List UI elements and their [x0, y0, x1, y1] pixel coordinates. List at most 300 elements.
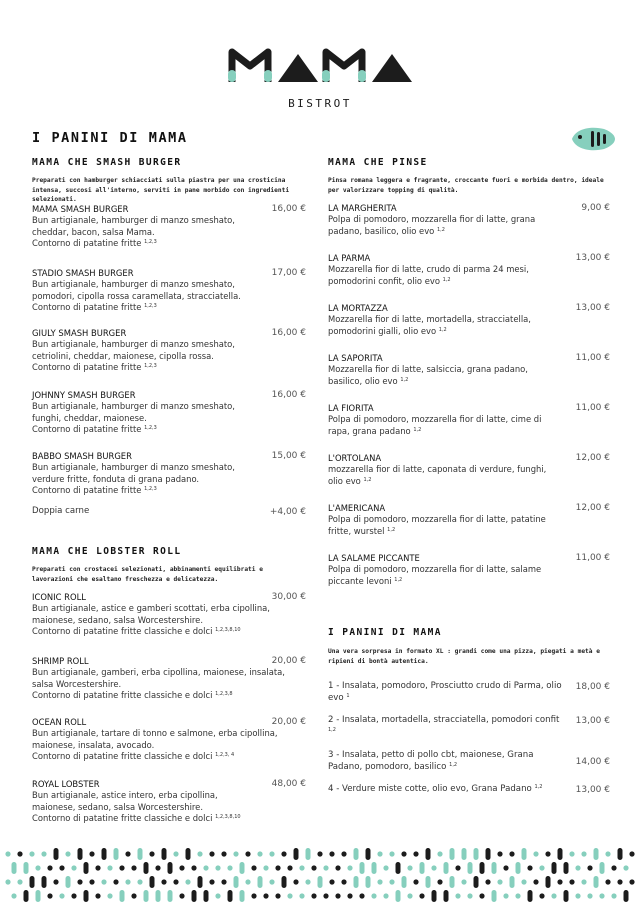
pattern-dot — [95, 865, 100, 870]
pattern-dot — [533, 879, 538, 884]
pattern-dot — [335, 893, 340, 898]
item-name: LA FIORITA — [328, 403, 374, 413]
item-desc: Polpa di pomodoro, mozzarella fior di latte, patatine fritte, wurstel $^{1,2}$ — [328, 514, 546, 536]
dot-pattern — [0, 848, 640, 903]
item-name: MAMA SMASH BURGER — [32, 204, 129, 214]
section-title-smash: MAMA CHE SMASH BURGER — [32, 157, 182, 168]
pattern-dot — [245, 851, 250, 856]
item-price: 16,00 € — [271, 328, 306, 338]
pattern-dot — [539, 893, 544, 898]
menu-item-ortolana — [328, 452, 610, 487]
pattern-dot — [29, 851, 34, 856]
pattern-dot — [629, 879, 634, 884]
item-desc: mozzarella fior di latte, caponata di verdure, funghi, olio evo $^{1,2}$ — [328, 464, 547, 486]
item-price: 12,00 € — [575, 453, 610, 463]
pattern-dot — [215, 893, 220, 898]
item-name: 2 - Insalata, mortadella, stracciatella, pomodori confit $^{1,2}$ — [328, 715, 560, 733]
menu-item-mortazza — [328, 302, 610, 337]
pattern-dot — [65, 851, 70, 856]
extra-name: Doppia carne — [32, 506, 90, 516]
pattern-dot — [95, 893, 100, 898]
pattern-dot — [371, 893, 376, 898]
pattern-dot — [287, 865, 292, 870]
item-name: STADIO SMASH BURGER — [32, 268, 134, 278]
pattern-pill — [168, 890, 173, 902]
pattern-dot — [587, 893, 592, 898]
item-price: 12,00 € — [575, 503, 610, 513]
item-price: 13,00 € — [575, 303, 610, 313]
pattern-pill — [138, 848, 143, 860]
item-price: 48,00 € — [271, 779, 306, 789]
item-name: LA SALAME PICCANTE — [328, 553, 420, 563]
pattern-dot — [155, 865, 160, 870]
pattern-dot — [605, 851, 610, 856]
pattern-dot — [281, 851, 286, 856]
pattern-dot — [125, 851, 130, 856]
pattern-pill — [258, 876, 263, 888]
pattern-dot — [569, 879, 574, 884]
menu-item-panino-1 — [328, 681, 610, 704]
menu-item-panino-4 — [328, 784, 610, 796]
pattern-dot — [131, 865, 136, 870]
item-name: 3 - Insalata, petto di pollo cbt, maionese, Grana Padano, pomodoro, basilico $^{1,2}$ — [328, 750, 534, 772]
pattern-pill — [546, 876, 551, 888]
pattern-dot — [185, 879, 190, 884]
item-name: L'AMERICANA — [328, 503, 386, 513]
pattern-dot — [125, 879, 130, 884]
menu-item-ocean-roll — [32, 716, 306, 763]
pattern-pill — [228, 890, 233, 902]
pattern-pill — [192, 890, 197, 902]
pattern-dot — [107, 893, 112, 898]
menu-item-giuly-smash — [32, 327, 306, 374]
pattern-dot — [329, 851, 334, 856]
pattern-dot — [191, 865, 196, 870]
pattern-pill — [558, 848, 563, 860]
pattern-dot — [107, 865, 112, 870]
pattern-dot — [149, 851, 154, 856]
item-name: 1 - Insalata, pomodoro, Prosciutto crudo di Parma, olio evo $^1$ — [328, 681, 562, 703]
item-name: SHRIMP ROLL — [32, 656, 89, 666]
pattern-dot — [41, 851, 46, 856]
pattern-pill — [600, 862, 605, 874]
pattern-dot — [269, 851, 274, 856]
item-desc: Mozzarella fior di latte, crudo di parma 24 mesi, pomodorini confit, olio evo $^{1,2}$ — [328, 264, 529, 286]
pattern-pill — [552, 862, 557, 874]
pattern-dot — [269, 879, 274, 884]
pattern-dot — [161, 879, 166, 884]
item-name: JOHNNY SMASH BURGER — [32, 390, 136, 400]
item-price: 15,00 € — [271, 451, 306, 461]
menu-item-fiorita — [328, 402, 610, 437]
pattern-dot — [407, 865, 412, 870]
item-price: 11,00 € — [575, 553, 610, 563]
pattern-dot — [287, 893, 292, 898]
pattern-dot — [545, 851, 550, 856]
pattern-dot — [437, 879, 442, 884]
item-desc: Bun artigianale, hamburger di manzo smeshato, cheddar, bacon, salsa Mama. Contorno di patatine fritte $^{1,2,3}$ — [32, 215, 235, 249]
pattern-pill — [474, 876, 479, 888]
pattern-dot — [17, 851, 22, 856]
pattern-dot — [611, 893, 616, 898]
menu-item-panino-2 — [328, 715, 610, 738]
pattern-dot — [401, 851, 406, 856]
fish-logo-icon — [570, 124, 616, 154]
pattern-pill — [318, 876, 323, 888]
pattern-pill — [24, 862, 29, 874]
pattern-dot — [179, 865, 184, 870]
pattern-dot — [527, 865, 532, 870]
pattern-pill — [204, 890, 209, 902]
pattern-pill — [426, 876, 431, 888]
item-price: 11,00 € — [575, 403, 610, 413]
pattern-dot — [407, 893, 412, 898]
item-desc: Bun artigianale, astice e gamberi scottati, erba cipollina, maionese, sedano, salsa Worcestershire. Contorno di patatine fritte classiche e dolci $^{1,2,3,8,10}$ — [32, 603, 270, 637]
pattern-dot — [71, 893, 76, 898]
pattern-dot — [461, 879, 466, 884]
pattern-dot — [299, 865, 304, 870]
pattern-dot — [383, 893, 388, 898]
item-price: 11,00 € — [575, 353, 610, 363]
pattern-dot — [455, 865, 460, 870]
pattern-pill — [474, 848, 479, 860]
pattern-dot — [467, 893, 472, 898]
item-desc: Mozzarella fior di latte, salsiccia, grana padano, basilico, olio evo $^{1,2}$ — [328, 364, 528, 386]
item-desc: Polpa di pomodoro, mozzarella fior di latte, grana padano, basilico, olio evo $^{1,2}$ — [328, 214, 536, 236]
pattern-dot — [581, 851, 586, 856]
pattern-dot — [131, 893, 136, 898]
pattern-dot — [215, 865, 220, 870]
pattern-dot — [59, 865, 64, 870]
pattern-dot — [221, 879, 226, 884]
bistrot-subtitle: BISTROT — [288, 97, 352, 110]
pattern-pill — [420, 862, 425, 874]
pattern-pill — [36, 890, 41, 902]
pattern-pill — [102, 848, 107, 860]
item-name: ROYAL LOBSTER — [32, 779, 100, 789]
pattern-pill — [240, 890, 245, 902]
pattern-dot — [629, 851, 634, 856]
pattern-pill — [168, 862, 173, 874]
pattern-dot — [71, 865, 76, 870]
pattern-pill — [372, 862, 377, 874]
mama-logo — [228, 48, 412, 84]
pattern-dot — [305, 879, 310, 884]
pattern-dot — [377, 851, 382, 856]
pattern-dot — [605, 879, 610, 884]
pattern-pill — [516, 862, 521, 874]
pattern-dot — [347, 893, 352, 898]
pattern-pill — [450, 848, 455, 860]
pattern-dot — [437, 851, 442, 856]
pattern-dot — [113, 879, 118, 884]
pattern-dot — [617, 879, 622, 884]
pattern-dot — [17, 879, 22, 884]
pattern-pill — [198, 876, 203, 888]
pattern-dot — [623, 865, 628, 870]
pattern-dot — [485, 879, 490, 884]
pattern-dot — [35, 865, 40, 870]
pattern-pill — [624, 890, 629, 902]
pattern-pill — [294, 848, 299, 860]
item-desc: Bun artigianale, astice intero, erba cipollina, maionese, sedano, salsa Worcestershire. Contorno di patatine fritte classiche e dolci $^{1,2,3,8,10}$ — [32, 790, 241, 824]
pattern-pill — [150, 876, 155, 888]
pattern-dot — [389, 879, 394, 884]
pattern-dot — [377, 879, 382, 884]
pattern-dot — [263, 865, 268, 870]
menu-item-stadio-smash — [32, 267, 306, 314]
pattern-dot — [503, 865, 508, 870]
pattern-dot — [77, 879, 82, 884]
pattern-dot — [245, 879, 250, 884]
pattern-pill — [24, 890, 29, 902]
pattern-pill — [402, 876, 407, 888]
pattern-dot — [581, 879, 586, 884]
pattern-dot — [341, 851, 346, 856]
menu-item-shrimp-roll — [32, 655, 306, 702]
item-price: 20,00 € — [271, 717, 306, 727]
pattern-pill — [54, 848, 59, 860]
pattern-pill — [486, 848, 491, 860]
pattern-pill — [84, 890, 89, 902]
menu-item-johnny-smash — [32, 389, 306, 436]
pattern-dot — [173, 851, 178, 856]
pattern-dot — [539, 865, 544, 870]
pattern-dot — [575, 893, 580, 898]
pattern-dot — [359, 893, 364, 898]
pattern-dot — [221, 851, 226, 856]
pattern-dot — [47, 893, 52, 898]
pattern-dot — [515, 893, 520, 898]
pattern-dot — [521, 879, 526, 884]
pattern-dot — [119, 865, 124, 870]
pattern-dot — [11, 893, 16, 898]
pattern-dot — [497, 851, 502, 856]
pattern-dot — [329, 879, 334, 884]
pattern-pill — [594, 876, 599, 888]
pattern-dot — [53, 879, 58, 884]
item-price: 13,00 € — [575, 716, 610, 726]
pattern-pill — [186, 848, 191, 860]
pattern-pill — [450, 876, 455, 888]
pattern-pill — [492, 862, 497, 874]
pattern-dot — [275, 865, 280, 870]
pattern-dot — [347, 865, 352, 870]
item-desc: Bun artigianale, hamburger di manzo smeshato, verdure fritte, fonduta di grana padano. Contorno di patatine fritte $^{1,2,3}$ — [32, 462, 235, 496]
pattern-dot — [293, 879, 298, 884]
pattern-dot — [5, 879, 10, 884]
pattern-pill — [144, 890, 149, 902]
pattern-pill — [66, 876, 71, 888]
pattern-pill — [234, 876, 239, 888]
pattern-dot — [599, 893, 604, 898]
pattern-dot — [317, 851, 322, 856]
section-desc-lobster: Preparati con crostacei selezionati, abbinamenti equilibrati e lavorazioni che esaltano freschezza e delicatezza. — [32, 566, 263, 583]
item-desc: Bun artigianale, tartare di tonno e salmone, erba cipollina, maionese, insalata, avocado. Contorno di patatine fritte classiche e dolci $^{1,2,3, 4}$ — [32, 728, 278, 762]
pattern-dot — [179, 893, 184, 898]
pattern-dot — [497, 879, 502, 884]
pattern-pill — [114, 848, 119, 860]
item-price: 16,00 € — [271, 390, 306, 400]
section-title-panini: I PANINI DI MAMA — [328, 627, 442, 638]
pattern-dot — [203, 865, 208, 870]
pattern-dot — [341, 879, 346, 884]
menu-item-extra — [32, 506, 306, 518]
pattern-dot — [251, 865, 256, 870]
pattern-pill — [156, 890, 161, 902]
pattern-pill — [492, 890, 497, 902]
item-price: 13,00 € — [575, 785, 610, 795]
pattern-pill — [462, 848, 467, 860]
pattern-dot — [389, 851, 394, 856]
pattern-dot — [227, 865, 232, 870]
pattern-dot — [299, 893, 304, 898]
pattern-dot — [575, 865, 580, 870]
pattern-dot — [413, 879, 418, 884]
pattern-dot — [413, 851, 418, 856]
item-desc: Bun artigianale, hamburger di manzo smeshato, funghi, cheddar, maionese. Contorno di patatine fritte $^{1,2,3}$ — [32, 401, 235, 435]
item-price: 14,00 € — [575, 757, 610, 767]
menu-item-babbo-smash — [32, 450, 306, 497]
pattern-dot — [611, 865, 616, 870]
pattern-pill — [468, 862, 473, 874]
pattern-dot — [5, 851, 10, 856]
item-desc: Bun artigianale, hamburger di manzo smeshato, cetriolini, cheddar, maionese, cipolla rossa. Contorno di patatine fritte $^{1,2,3}$ — [32, 339, 235, 373]
pattern-pill — [354, 848, 359, 860]
pattern-dot — [311, 893, 316, 898]
pattern-pill — [84, 862, 89, 874]
pattern-dot — [431, 865, 436, 870]
pattern-pill — [306, 848, 311, 860]
pattern-dot — [509, 851, 514, 856]
pattern-pill — [30, 876, 35, 888]
item-price: 13,00 € — [575, 253, 610, 263]
item-desc: Bun artigianale, gamberi, erba cipollina, maionese, insalata, salsa Worcestershire. Contorno di patatine fritte classiche e dolci $^{1,2,3,8}$ — [32, 667, 285, 701]
pattern-dot — [335, 865, 340, 870]
pattern-dot — [383, 865, 388, 870]
item-name: LA MORTAZZA — [328, 303, 388, 313]
pattern-pill — [240, 862, 245, 874]
pattern-pill — [564, 890, 569, 902]
pattern-dot — [503, 893, 508, 898]
pattern-dot — [257, 851, 262, 856]
menu-item-mama-smash — [32, 203, 306, 250]
pattern-pill — [144, 862, 149, 874]
pattern-dot — [419, 893, 424, 898]
item-name: BABBO SMASH BURGER — [32, 451, 132, 461]
item-price: 16,00 € — [271, 204, 306, 214]
pattern-dot — [323, 865, 328, 870]
pattern-dot — [587, 865, 592, 870]
menu-item-royal-lobster — [32, 778, 306, 825]
pattern-pill — [480, 862, 485, 874]
item-name: GIULY SMASH BURGER — [32, 328, 127, 338]
pattern-pill — [510, 876, 515, 888]
pattern-pill — [366, 876, 371, 888]
pattern-dot — [263, 893, 268, 898]
item-price: 30,00 € — [271, 592, 306, 602]
pattern-dot — [311, 865, 316, 870]
pattern-pill — [426, 848, 431, 860]
item-name: 4 - Verdure miste cotte, olio evo, Grana Padano $^{1,2}$ — [328, 784, 543, 794]
pattern-dot — [275, 893, 280, 898]
section-desc-pinse: Pinsa romana leggera e fragrante, croccante fuori e morbida dentro, ideale per valorizzare topping di qualità. — [328, 177, 604, 194]
pattern-dot — [569, 851, 574, 856]
pattern-pill — [12, 862, 17, 874]
item-name: L'ORTOLANA — [328, 453, 382, 463]
section-title-pinse: MAMA CHE PINSE — [328, 157, 428, 168]
item-price: 18,00 € — [575, 682, 610, 692]
pattern-pill — [522, 848, 527, 860]
pattern-dot — [101, 879, 106, 884]
pattern-pill — [396, 862, 401, 874]
pattern-pill — [354, 876, 359, 888]
pattern-pill — [78, 848, 83, 860]
pattern-dot — [209, 851, 214, 856]
page-title: I PANINI DI MAMA — [32, 130, 188, 146]
item-name: LA SAPORITA — [328, 353, 383, 363]
item-desc: Bun artigianale, hamburger di manzo smeshato, pomodori, cipolla rossa caramellata, stracciatella. Contorno di patatine fritte $^{1,2,3}$ — [32, 279, 241, 313]
pattern-dot — [89, 879, 94, 884]
item-price: 20,00 € — [271, 656, 306, 666]
pattern-dot — [233, 851, 238, 856]
section-desc-panini: Una vera sorpresa in formato XL : grandi come una pizza, piegati a metà e ripieni di bontà autentica. — [328, 648, 600, 665]
pattern-dot — [59, 893, 64, 898]
pattern-pill — [360, 862, 365, 874]
item-desc: Polpa di pomodoro, mozzarella fior di latte, cime di rapa, grana padano $^{1,2}$ — [328, 414, 542, 436]
item-name: LA PARMA — [328, 253, 371, 263]
pattern-dot — [533, 851, 538, 856]
pattern-pill — [594, 848, 599, 860]
pattern-dot — [47, 865, 52, 870]
pattern-pill — [444, 890, 449, 902]
pattern-pill — [444, 862, 449, 874]
pattern-pill — [528, 890, 533, 902]
pattern-pill — [564, 862, 569, 874]
item-price: 17,00 € — [271, 268, 306, 278]
pattern-pill — [396, 890, 401, 902]
pattern-pill — [366, 848, 371, 860]
pattern-dot — [323, 893, 328, 898]
pattern-pill — [432, 890, 437, 902]
pattern-dot — [551, 893, 556, 898]
item-price: 9,00 € — [581, 203, 610, 213]
item-name: ICONIC ROLL — [32, 592, 86, 602]
section-desc-smash: Preparati con hamburger schiacciati sulla piastra per una crosticina intensa, succosi all'interno, serviti in pane morbido con ingredienti selezionati. — [32, 177, 290, 203]
pattern-dot — [479, 893, 484, 898]
menu-item-iconic-roll — [32, 591, 306, 638]
pattern-dot — [137, 879, 142, 884]
pattern-pill — [42, 876, 47, 888]
pattern-dot — [455, 893, 460, 898]
pattern-dot — [89, 851, 94, 856]
menu-item-saporita — [328, 352, 610, 387]
menu-item-salame-piccante — [328, 552, 610, 587]
extra-price: +4,00 € — [269, 507, 306, 517]
menu-item-americana — [328, 502, 610, 537]
pattern-dot — [173, 879, 178, 884]
menu-item-margherita — [328, 202, 610, 237]
pattern-pill — [282, 876, 287, 888]
pattern-pill — [162, 848, 167, 860]
menu-item-parma — [328, 252, 610, 287]
pattern-dot — [209, 879, 214, 884]
pattern-pill — [120, 890, 125, 902]
pattern-dot — [251, 893, 256, 898]
pattern-dot — [197, 851, 202, 856]
item-name: LA MARGHERITA — [328, 203, 397, 213]
pattern-dot — [557, 879, 562, 884]
